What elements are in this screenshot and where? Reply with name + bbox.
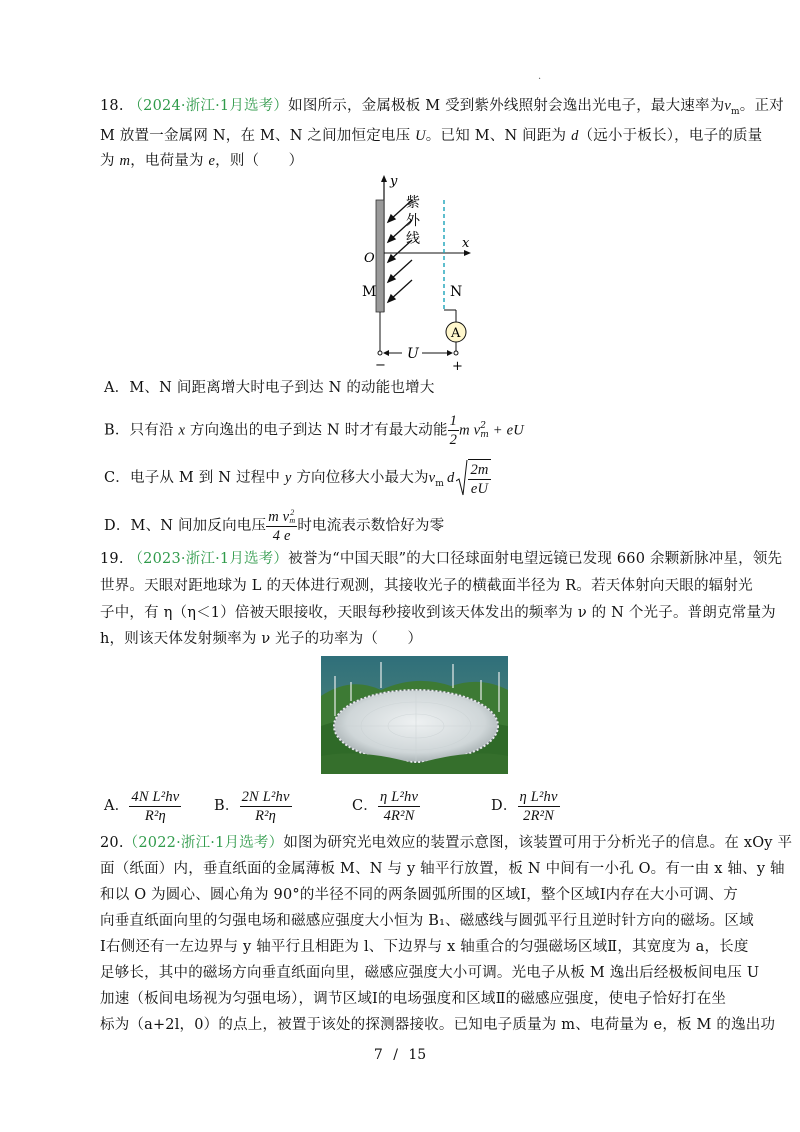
option-label: A． bbox=[104, 798, 130, 814]
fraction-den: 2 bbox=[449, 432, 458, 448]
origin-label: O bbox=[364, 251, 375, 266]
q20-line-6: 足够长，其中的磁场方向垂直纸面向里，磁感应强度大小可调。光电子从板 M 逸出后经极板间电压 U bbox=[100, 965, 760, 981]
q18-figure bbox=[350, 172, 480, 372]
fraction-den: R²η bbox=[144, 807, 166, 824]
option-text: 时电流表示数恰好为零 bbox=[297, 518, 445, 534]
option-var: x bbox=[178, 422, 186, 439]
x-axis-label: x bbox=[462, 236, 470, 251]
q19-text: 被誉为“中国天眼”的大口径球面射电望远镜已发现 660 余颗新脉冲星，领先 bbox=[288, 551, 783, 567]
q18-var: U bbox=[415, 128, 426, 144]
terminal-plus bbox=[454, 351, 458, 355]
option-expr: v bbox=[428, 470, 436, 486]
q18-line-2 bbox=[100, 126, 762, 146]
option-label: D． bbox=[491, 798, 518, 814]
q19-line-1 bbox=[100, 549, 782, 569]
option-label: B． bbox=[104, 422, 130, 439]
q18-line-1 bbox=[100, 96, 784, 122]
q18-stem-part: 。正对 bbox=[739, 98, 784, 114]
option-text: 方向逸出的电子到达 N 时才有最大动能 bbox=[185, 422, 448, 439]
fraction-den: 2R²N bbox=[523, 807, 555, 824]
q18-var: v bbox=[724, 98, 732, 114]
sqrt-sign-icon bbox=[456, 459, 468, 497]
subscript: m bbox=[480, 429, 489, 440]
option-label: A． bbox=[104, 380, 130, 396]
q18-stem-part: M 放置一金属网 N，在 M、N 之间加恒定电压 bbox=[100, 128, 416, 144]
voltage-label: U bbox=[407, 346, 419, 362]
option-fraction bbox=[518, 788, 560, 825]
q20-line-3: 和以 O 为圆心、圆心角为 90°的半径不同的两条圆弧所围的区域Ⅰ，整个区域Ⅰ内存在大小可调、方 bbox=[100, 887, 738, 903]
y-axis-label: y bbox=[390, 174, 398, 189]
q20-source-tag: （2022·浙江·1月选考） bbox=[123, 835, 284, 851]
q19-source-tag: （2023·浙江·1月选考） bbox=[128, 551, 289, 567]
q19-line-4: h，则该天体发射频率为 ν 光子的功率为（ ） bbox=[100, 631, 423, 647]
fraction-num-indices bbox=[289, 509, 295, 525]
page-separator: / bbox=[393, 1047, 398, 1063]
option-text: M、N 间加反向电压 bbox=[130, 518, 267, 534]
option-expr-indices bbox=[480, 422, 489, 440]
fraction-num: 4N L²hν bbox=[131, 788, 180, 805]
plate-M bbox=[376, 200, 384, 312]
page-total: 15 bbox=[408, 1047, 427, 1063]
fraction-num: 1 bbox=[449, 413, 458, 429]
q19-option-c bbox=[352, 786, 420, 826]
fraction-den: eU bbox=[470, 480, 489, 497]
q20-line-8: 标为（a+2l，0）的点上，被置于该处的探测器接收。已知电子质量为 m、电荷量为 e，板 M 的逸出功 bbox=[100, 1017, 776, 1033]
superscript: 2 bbox=[290, 508, 295, 518]
q20-line-7: 加速（板间电场视为匀强电场），调节区域Ⅰ的电场强度和区域Ⅱ的磁感应强度，使电子恰好打在坐 bbox=[100, 991, 727, 1007]
q18-var: e bbox=[208, 153, 216, 169]
mesh-N-label: N bbox=[450, 284, 463, 300]
q18-number: 18. bbox=[100, 98, 124, 114]
option-expr: + eU bbox=[488, 422, 524, 439]
option-text: M、N 间距离增大时电子到达 N 的动能也增大 bbox=[129, 380, 435, 396]
q18-option-d bbox=[104, 506, 444, 546]
voltage-arrowhead-left bbox=[383, 350, 389, 356]
fraction-den: R²η bbox=[255, 807, 277, 824]
q18-var: m bbox=[119, 153, 131, 169]
scan-dot: · bbox=[538, 74, 542, 85]
voltage-arrowhead-right bbox=[447, 350, 453, 356]
fast-telescope-photo bbox=[321, 656, 508, 774]
subscript: m bbox=[289, 516, 296, 526]
option-expr: d bbox=[447, 470, 455, 486]
fraction-den: 4 e bbox=[272, 527, 291, 544]
sqrt-fraction bbox=[468, 459, 490, 498]
q18-stem-part: ，电荷量为 bbox=[130, 153, 209, 169]
q19-option-d bbox=[491, 786, 560, 826]
option-label: B． bbox=[214, 798, 240, 814]
sqrt-expression bbox=[456, 458, 490, 498]
page-footer bbox=[0, 1047, 800, 1063]
option-text: 方向位移大小最大为 bbox=[291, 470, 429, 486]
option-fraction bbox=[240, 788, 292, 825]
q18-stem-part: 为 bbox=[100, 153, 120, 169]
fraction-num: 2N L²hν bbox=[241, 788, 290, 805]
q18-line-3 bbox=[100, 151, 303, 171]
terminal-minus bbox=[378, 351, 382, 355]
option-label: C． bbox=[352, 798, 378, 814]
fraction-num: η L²hν bbox=[519, 788, 558, 805]
q19-option-a bbox=[104, 786, 181, 826]
q18-stem-part: （远小于板长），电子的质量 bbox=[578, 128, 763, 144]
fraction-num: 2m bbox=[470, 461, 489, 478]
option-fraction bbox=[266, 508, 297, 545]
option-fraction bbox=[448, 412, 459, 449]
q18-stem-part: 如图所示，金属极板 M 受到紫外线照射会逸出光电子，最大速率为 bbox=[288, 98, 725, 114]
q18-stem-part: ，则（ ） bbox=[215, 153, 304, 169]
q18-option-b bbox=[104, 412, 524, 449]
q20-line-2: 面（纸面）内，垂直纸面的金属薄板 M、N 与 y 轴平行放置，板 N 中间有一小孔 O。有一由 x 轴、y 轴 bbox=[100, 861, 785, 877]
plate-M-label: M bbox=[362, 284, 377, 300]
q18-source-tag: （2024·浙江·1月选考） bbox=[128, 98, 289, 114]
option-var: y bbox=[284, 470, 292, 486]
q18-stem-part: 。已知 M、N 间距为 bbox=[425, 128, 572, 144]
option-text: 电子从 M 到 N 过程中 bbox=[130, 470, 285, 486]
q20-line-4: 向垂直纸面向里的匀强电场和磁感应强度大小恒为 B₁、磁感线与圆弧平行且逆时针方向的磁场。区域 bbox=[100, 913, 754, 929]
option-fraction bbox=[378, 788, 420, 825]
ammeter-label: A bbox=[451, 326, 461, 341]
plus-sign: + bbox=[452, 359, 463, 372]
option-expr: m v bbox=[459, 422, 481, 439]
q20-line-5: Ⅰ右侧还有一左边界与 y 轴平行且相距为 l、下边界与 x 轴重合的匀强磁场区域Ⅱ，其宽度为 a，长度 bbox=[100, 939, 749, 955]
option-label: C． bbox=[104, 470, 130, 486]
y-axis-arrow bbox=[381, 175, 387, 182]
fraction-num bbox=[266, 508, 297, 527]
uv-label-2: 外 bbox=[406, 213, 420, 229]
q18-var-sub: m bbox=[731, 106, 740, 117]
q20-text: 如图为研究光电效应的装置示意图，该装置可用于分析光子的信息。在 xOy 平 bbox=[283, 835, 793, 851]
minus-sign: − bbox=[375, 358, 386, 372]
fraction-num-text: m v bbox=[268, 508, 290, 525]
uv-label-3: 线 bbox=[406, 231, 420, 247]
uv-label-1: 紫 bbox=[406, 195, 420, 211]
option-text: 只有沿 bbox=[129, 422, 179, 439]
q19-line-3: 子中，有 η（η＜1）倍被天眼接收，天眼每秒接收到该天体发出的频率为 ν 的 N 个光子。普朗克常量为 bbox=[100, 605, 776, 621]
q18-option-a bbox=[104, 378, 435, 398]
q19-number: 19. bbox=[100, 551, 124, 567]
option-fraction bbox=[129, 788, 181, 825]
q18-var: d bbox=[571, 128, 579, 144]
q19-option-b bbox=[214, 786, 292, 826]
fraction-num: η L²hν bbox=[380, 788, 419, 805]
subscript: m bbox=[435, 478, 445, 489]
fraction-den: 4R²N bbox=[383, 807, 415, 824]
page-number: 7 bbox=[373, 1047, 383, 1063]
q20-number: 20. bbox=[100, 835, 124, 851]
option-label: D． bbox=[104, 518, 131, 534]
q20-line-1 bbox=[100, 833, 792, 853]
superscript: 2 bbox=[480, 420, 487, 431]
q18-option-c bbox=[104, 458, 491, 504]
q19-line-2: 世界。天眼对距地球为 L 的天体进行观测，其接收光子的横截面半径为 R。若天体射向天眼的辐射光 bbox=[100, 578, 753, 594]
